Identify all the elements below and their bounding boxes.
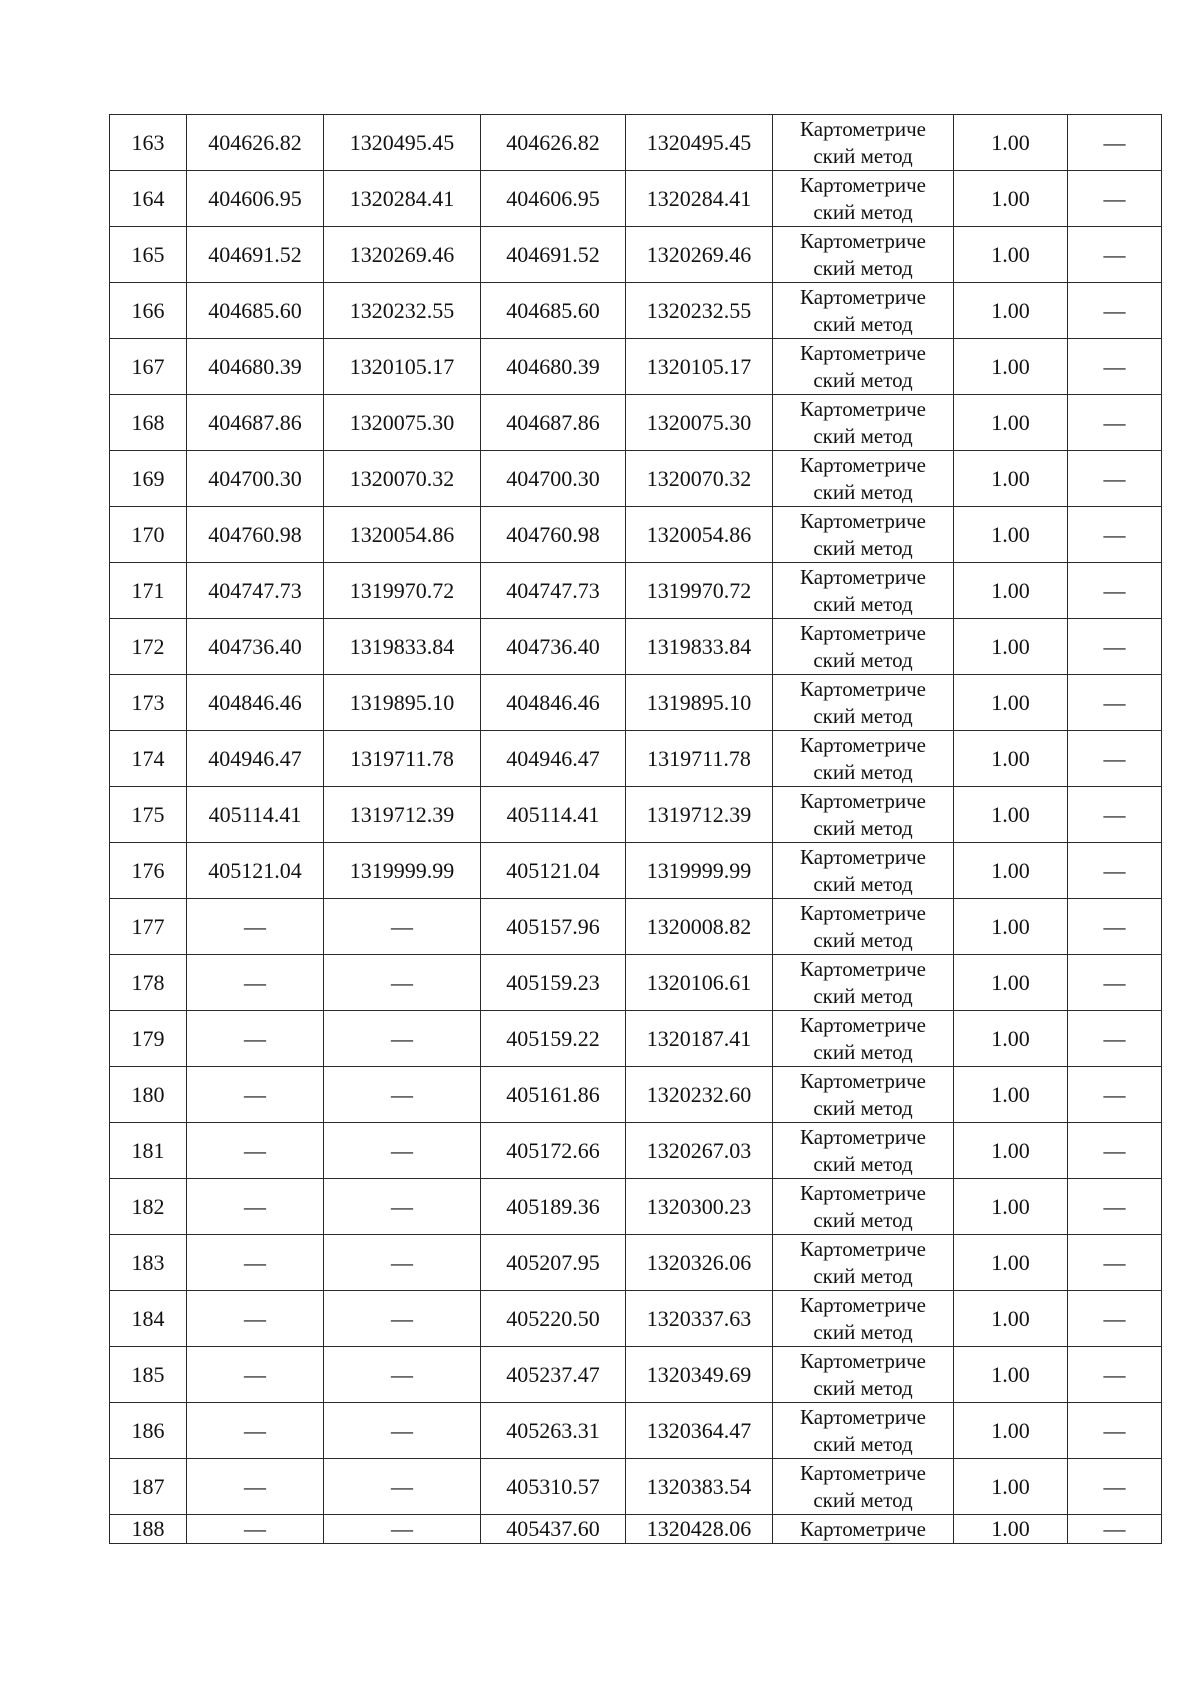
method-line-2: ский метод [813,1151,913,1176]
point-number-cell: 166 [110,283,187,339]
table-row [110,1067,1162,1123]
method-line-2: ский метод [813,927,913,952]
method-line-2: ский метод [813,1263,913,1288]
method-line-1: Картометриче [800,1012,926,1037]
method-line-2: ский метод [813,647,913,672]
accuracy-cell: 1.00 [954,227,1068,283]
refined-y-cell: 1320428.06 [626,1515,773,1544]
existing-y-cell: — [324,1403,481,1459]
existing-y-cell: — [324,1011,481,1067]
accuracy-cell: 1.00 [954,899,1068,955]
accuracy-cell: 1.00 [954,507,1068,563]
table-row [110,339,1162,395]
method-line-2: ский метод [813,1375,913,1400]
refined-y-cell: 1319712.39 [626,787,773,843]
method-line-2: ский метод [813,535,913,560]
method-line-1: Картометриче [800,284,926,309]
point-number-cell: 175 [110,787,187,843]
existing-x-cell: 404687.86 [187,395,324,451]
point-number-cell: 171 [110,563,187,619]
method-line-2: ский метод [813,1039,913,1064]
existing-y-cell: 1320105.17 [324,339,481,395]
accuracy-cell: 1.00 [954,395,1068,451]
existing-y-cell: 1319999.99 [324,843,481,899]
point-number-cell: 188 [110,1515,187,1544]
refined-x-cell: 405310.57 [481,1459,626,1515]
existing-x-cell: 404736.40 [187,619,324,675]
accuracy-cell: 1.00 [954,1459,1068,1515]
method-line-2: ский метод [813,143,913,168]
existing-y-cell: 1320232.55 [324,283,481,339]
method-line-2: ский метод [813,983,913,1008]
method-line-1: Картометриче [800,508,926,533]
refined-y-cell: 1320383.54 [626,1459,773,1515]
method-line-2: ский метод [813,255,913,280]
point-number-cell: 185 [110,1347,187,1403]
existing-x-cell: 404700.30 [187,451,324,507]
method-line-2: ский метод [813,199,913,224]
method-cell [773,283,954,339]
refined-x-cell: 404691.52 [481,227,626,283]
method-cell [773,731,954,787]
method-cell [773,115,954,171]
existing-y-cell: 1320070.32 [324,451,481,507]
refined-y-cell: 1319833.84 [626,619,773,675]
existing-y-cell: — [324,1459,481,1515]
refined-y-cell: 1320105.17 [626,339,773,395]
accuracy-cell: 1.00 [954,115,1068,171]
refined-x-cell: 404747.73 [481,563,626,619]
existing-y-cell: 1320284.41 [324,171,481,227]
refined-x-cell: 404687.86 [481,395,626,451]
point-number-cell: 177 [110,899,187,955]
description-cell: — [1068,451,1162,507]
method-cell [773,619,954,675]
refined-y-cell: 1320300.23 [626,1179,773,1235]
refined-x-cell: 404846.46 [481,675,626,731]
table-row [110,395,1162,451]
method-line-2: ский метод [813,703,913,728]
point-number-cell: 170 [110,507,187,563]
table-row [110,1347,1162,1403]
refined-x-cell: 404626.82 [481,115,626,171]
existing-x-cell: 404946.47 [187,731,324,787]
accuracy-cell: 1.00 [954,1011,1068,1067]
method-cell [773,227,954,283]
method-cell [773,1235,954,1291]
method-line-1: Картометриче [800,732,926,757]
table-row [110,843,1162,899]
description-cell: — [1068,1403,1162,1459]
method-line-1: Картометриче [800,676,926,701]
method-line-1: Картометриче [800,620,926,645]
method-line-1: Картометриче [800,172,926,197]
existing-y-cell: — [324,1347,481,1403]
existing-x-cell: — [187,1011,324,1067]
method-line-2: ский метод [813,1487,913,1512]
method-line-1: Картометриче [800,340,926,365]
table-row [110,955,1162,1011]
refined-y-cell: 1320364.47 [626,1403,773,1459]
point-number-cell: 165 [110,227,187,283]
accuracy-cell: 1.00 [954,563,1068,619]
description-cell: — [1068,227,1162,283]
method-cell [773,395,954,451]
accuracy-cell: 1.00 [954,955,1068,1011]
method-line-1: Картометриче [800,900,926,925]
existing-x-cell: 405121.04 [187,843,324,899]
point-number-cell: 172 [110,619,187,675]
description-cell: — [1068,731,1162,787]
method-line-1: Картометриче [800,228,926,253]
refined-y-cell: 1320075.30 [626,395,773,451]
table-row [110,563,1162,619]
method-cell [773,1403,954,1459]
accuracy-cell: 1.00 [954,1123,1068,1179]
accuracy-cell: 1.00 [954,731,1068,787]
existing-x-cell: 404747.73 [187,563,324,619]
existing-y-cell: — [324,1515,481,1544]
refined-y-cell: 1320269.46 [626,227,773,283]
refined-y-cell: 1320008.82 [626,899,773,955]
existing-x-cell: 404760.98 [187,507,324,563]
table-row [110,451,1162,507]
table-row [110,507,1162,563]
method-line-2: ский метод [813,311,913,336]
refined-x-cell: 404700.30 [481,451,626,507]
method-line-2: ский метод [813,423,913,448]
description-cell: — [1068,899,1162,955]
point-number-cell: 168 [110,395,187,451]
point-number-cell: 173 [110,675,187,731]
table-row [110,787,1162,843]
refined-y-cell: 1320284.41 [626,171,773,227]
refined-y-cell: 1320070.32 [626,451,773,507]
method-cell [773,1459,954,1515]
table-row [110,675,1162,731]
existing-x-cell: — [187,1235,324,1291]
method-line-1: Картометриче [800,1460,926,1485]
method-cell [773,1347,954,1403]
method-cell [773,787,954,843]
accuracy-cell: 1.00 [954,451,1068,507]
description-cell: — [1068,115,1162,171]
point-number-cell: 164 [110,171,187,227]
method-line-2: ский метод [813,591,913,616]
existing-y-cell: 1319833.84 [324,619,481,675]
refined-x-cell: 405161.86 [481,1067,626,1123]
method-line-1: Картометриче [800,1068,926,1093]
method-line-2: ский метод [813,871,913,896]
refined-x-cell: 405159.23 [481,955,626,1011]
refined-x-cell: 405189.36 [481,1179,626,1235]
existing-x-cell: 405114.41 [187,787,324,843]
refined-y-cell: 1320232.60 [626,1067,773,1123]
refined-x-cell: 405172.66 [481,1123,626,1179]
method-line-2: ский метод [813,367,913,392]
accuracy-cell: 1.00 [954,1347,1068,1403]
refined-y-cell: 1320054.86 [626,507,773,563]
method-cell [773,1291,954,1347]
coordinates-table [109,114,1162,1544]
method-cell [773,1179,954,1235]
existing-y-cell: 1320075.30 [324,395,481,451]
description-cell: — [1068,675,1162,731]
description-cell: — [1068,1011,1162,1067]
method-line-2: ский метод [813,815,913,840]
accuracy-cell: 1.00 [954,1291,1068,1347]
point-number-cell: 187 [110,1459,187,1515]
method-cell [773,955,954,1011]
accuracy-cell: 1.00 [954,1235,1068,1291]
refined-y-cell: 1320337.63 [626,1291,773,1347]
existing-x-cell: — [187,1459,324,1515]
method-cell [773,899,954,955]
point-number-cell: 176 [110,843,187,899]
existing-x-cell: — [187,899,324,955]
method-cell [773,1515,954,1544]
existing-y-cell: 1319711.78 [324,731,481,787]
refined-x-cell: 404736.40 [481,619,626,675]
existing-x-cell: — [187,1347,324,1403]
existing-x-cell: — [187,1179,324,1235]
method-line-1: Картометриче [800,452,926,477]
method-cell [773,843,954,899]
point-number-cell: 180 [110,1067,187,1123]
description-cell: — [1068,1235,1162,1291]
description-cell: — [1068,1179,1162,1235]
refined-x-cell: 404606.95 [481,171,626,227]
refined-y-cell: 1320267.03 [626,1123,773,1179]
table-row [110,1459,1162,1515]
table-row [110,115,1162,171]
method-line-2: ский метод [813,1319,913,1344]
refined-y-cell: 1320326.06 [626,1235,773,1291]
point-number-cell: 174 [110,731,187,787]
method-line-1: Картометриче [800,1124,926,1149]
refined-y-cell: 1320106.61 [626,955,773,1011]
method-line-1: Картометриче [800,396,926,421]
description-cell: — [1068,171,1162,227]
refined-x-cell: 404685.60 [481,283,626,339]
method-line-1: Картометриче [800,1292,926,1317]
refined-x-cell: 405263.31 [481,1403,626,1459]
point-number-cell: 184 [110,1291,187,1347]
point-number-cell: 163 [110,115,187,171]
existing-y-cell: 1320495.45 [324,115,481,171]
refined-x-cell: 404680.39 [481,339,626,395]
table-row [110,227,1162,283]
existing-x-cell: — [187,955,324,1011]
existing-x-cell: 404846.46 [187,675,324,731]
point-number-cell: 169 [110,451,187,507]
existing-y-cell: — [324,899,481,955]
method-line-1: Картометриче [800,844,926,869]
existing-y-cell: — [324,1291,481,1347]
existing-x-cell: 404626.82 [187,115,324,171]
method-line-1: Картометриче [800,1236,926,1261]
existing-x-cell: — [187,1123,324,1179]
description-cell: — [1068,283,1162,339]
table-row [110,1291,1162,1347]
method-line-1: Картометриче [800,1180,926,1205]
table-body [110,115,1162,1544]
point-number-cell: 179 [110,1011,187,1067]
description-cell: — [1068,1347,1162,1403]
description-cell: — [1068,1067,1162,1123]
existing-y-cell: — [324,1067,481,1123]
accuracy-cell: 1.00 [954,787,1068,843]
method-line-1: Картометриче [800,1517,926,1541]
existing-x-cell: — [187,1067,324,1123]
refined-x-cell: 405114.41 [481,787,626,843]
existing-y-cell: 1320054.86 [324,507,481,563]
method-cell [773,675,954,731]
method-line-2: ский метод [813,1431,913,1456]
table-row [110,1235,1162,1291]
method-line-2: ский метод [813,1207,913,1232]
refined-y-cell: 1319970.72 [626,563,773,619]
description-cell: — [1068,787,1162,843]
refined-y-cell: 1319999.99 [626,843,773,899]
description-cell: — [1068,955,1162,1011]
refined-y-cell: 1320232.55 [626,283,773,339]
method-cell [773,507,954,563]
existing-y-cell: 1319895.10 [324,675,481,731]
table-row [110,1011,1162,1067]
method-line-1: Картометриче [800,788,926,813]
refined-x-cell: 405237.47 [481,1347,626,1403]
point-number-cell: 183 [110,1235,187,1291]
refined-x-cell: 404760.98 [481,507,626,563]
point-number-cell: 181 [110,1123,187,1179]
method-line-2: ский метод [813,479,913,504]
refined-x-cell: 405437.60 [481,1515,626,1544]
method-cell [773,339,954,395]
accuracy-cell: 1.00 [954,675,1068,731]
method-line-1: Картометриче [800,1348,926,1373]
table-row [110,1403,1162,1459]
refined-y-cell: 1320187.41 [626,1011,773,1067]
point-number-cell: 182 [110,1179,187,1235]
existing-x-cell: 404680.39 [187,339,324,395]
description-cell: — [1068,339,1162,395]
refined-x-cell: 405207.95 [481,1235,626,1291]
existing-x-cell: 404606.95 [187,171,324,227]
method-cell [773,1067,954,1123]
description-cell: — [1068,1459,1162,1515]
accuracy-cell: 1.00 [954,1515,1068,1544]
method-cell [773,563,954,619]
existing-x-cell: — [187,1403,324,1459]
method-line-1: Картометриче [800,1404,926,1429]
description-cell: — [1068,507,1162,563]
refined-x-cell: 405121.04 [481,843,626,899]
accuracy-cell: 1.00 [954,1179,1068,1235]
method-line-2: ский метод [813,759,913,784]
table-row [110,171,1162,227]
existing-x-cell: — [187,1291,324,1347]
existing-y-cell: 1319970.72 [324,563,481,619]
existing-y-cell: 1319712.39 [324,787,481,843]
refined-y-cell: 1320349.69 [626,1347,773,1403]
refined-y-cell: 1320495.45 [626,115,773,171]
accuracy-cell: 1.00 [954,1403,1068,1459]
refined-x-cell: 404946.47 [481,731,626,787]
accuracy-cell: 1.00 [954,843,1068,899]
method-line-1: Картометриче [800,116,926,141]
point-number-cell: 186 [110,1403,187,1459]
refined-x-cell: 405157.96 [481,899,626,955]
accuracy-cell: 1.00 [954,283,1068,339]
refined-y-cell: 1319895.10 [626,675,773,731]
description-cell: — [1068,395,1162,451]
description-cell: — [1068,619,1162,675]
method-cell [773,451,954,507]
table-row [110,1515,1162,1544]
method-line-2: ский метод [813,1095,913,1120]
description-cell: — [1068,1291,1162,1347]
existing-y-cell: — [324,1123,481,1179]
table-row [110,731,1162,787]
method-line-1: Картометриче [800,564,926,589]
accuracy-cell: 1.00 [954,171,1068,227]
description-cell: — [1068,1515,1162,1544]
table-row [110,1179,1162,1235]
table-row [110,899,1162,955]
refined-y-cell: 1319711.78 [626,731,773,787]
accuracy-cell: 1.00 [954,1067,1068,1123]
point-number-cell: 178 [110,955,187,1011]
existing-y-cell: — [324,955,481,1011]
accuracy-cell: 1.00 [954,619,1068,675]
table-row [110,1123,1162,1179]
accuracy-cell: 1.00 [954,339,1068,395]
existing-y-cell: — [324,1235,481,1291]
method-cell [773,1123,954,1179]
description-cell: — [1068,1123,1162,1179]
description-cell: — [1068,843,1162,899]
method-line-1: Картометриче [800,956,926,981]
point-number-cell: 167 [110,339,187,395]
table-row [110,619,1162,675]
refined-x-cell: 405220.50 [481,1291,626,1347]
existing-x-cell: 404691.52 [187,227,324,283]
description-cell: — [1068,563,1162,619]
method-cell [773,1011,954,1067]
existing-x-cell: 404685.60 [187,283,324,339]
existing-y-cell: 1320269.46 [324,227,481,283]
existing-y-cell: — [324,1179,481,1235]
existing-x-cell: — [187,1515,324,1544]
method-cell [773,171,954,227]
table-row [110,283,1162,339]
refined-x-cell: 405159.22 [481,1011,626,1067]
